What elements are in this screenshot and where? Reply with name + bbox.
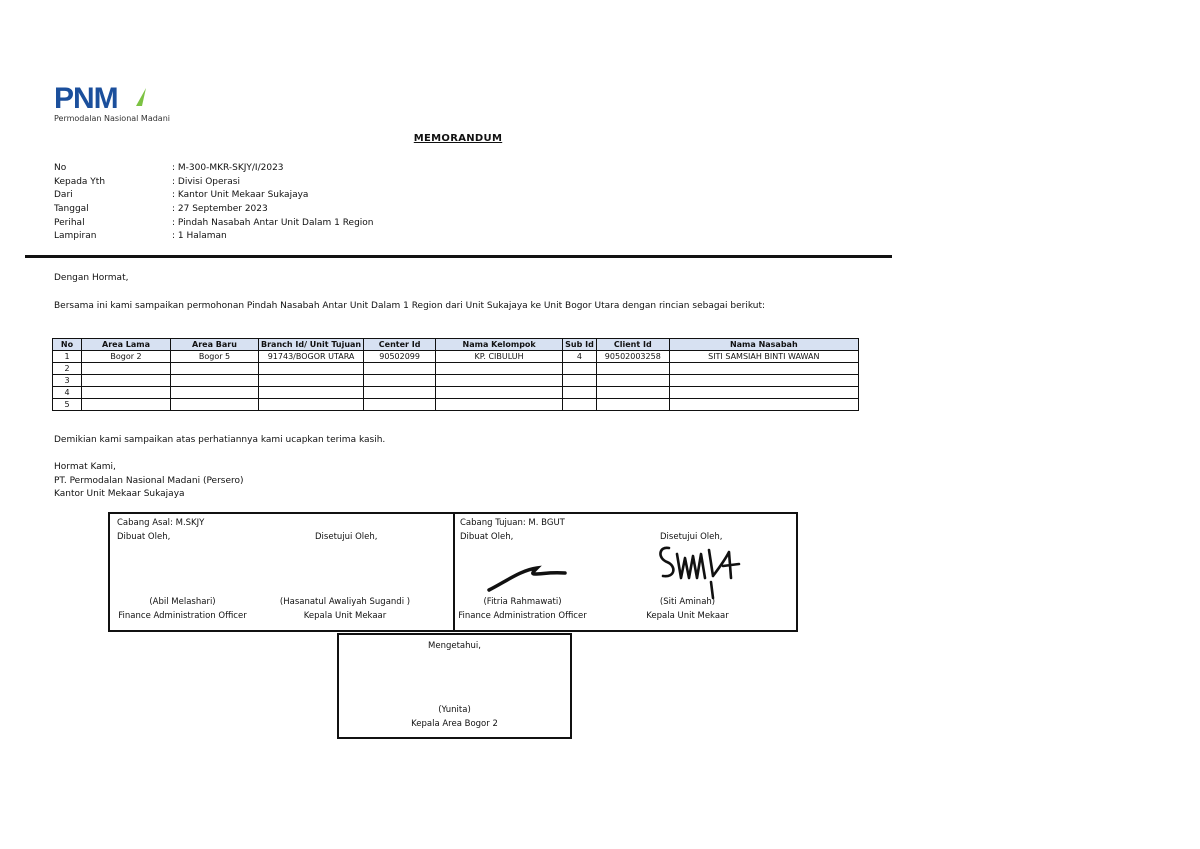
table-cell: [436, 387, 563, 399]
signature-box-destination: [453, 512, 798, 632]
table-cell: [596, 375, 669, 387]
table-row: [53, 387, 859, 399]
company-logo: [54, 82, 171, 124]
table-cell: [171, 399, 259, 411]
meta-value: : M-300-MKR-SKJY/I/2023: [172, 163, 284, 173]
table-cell: [364, 363, 436, 375]
table-cell: 2: [53, 363, 82, 375]
column-header: Center Id: [364, 339, 436, 351]
memo-meta: [54, 162, 374, 244]
column-header: Area Baru: [171, 339, 259, 351]
made-by-label: Dibuat Oleh,: [460, 532, 514, 542]
signature-fitria-icon: [485, 556, 575, 596]
meta-label: Kepada Yth: [54, 176, 106, 187]
column-header: Area Lama: [82, 339, 171, 351]
table-cell: [436, 399, 563, 411]
transfer-table: [52, 338, 859, 411]
intro-paragraph: Bersama ini kami sampaikan permohonan Pindah Nasabah Antar Unit Dalam 1 Region dari Unit Sukajaya ke Unit Bogor Utara dengan rincian sebagai berikut:: [54, 301, 766, 311]
table-cell: 91743/BOGOR UTARA: [259, 351, 364, 363]
leaf-icon: [134, 86, 148, 108]
table-cell: [171, 387, 259, 399]
table-cell: [669, 363, 858, 375]
meta-label: Perihal: [54, 217, 85, 228]
table-cell: [364, 399, 436, 411]
closing-paragraph: Demikian kami sampaikan atas perhatiannya kami ucapkan terima kasih.: [54, 435, 386, 445]
column-header: Nama Nasabah: [669, 339, 858, 351]
table-cell: [259, 363, 364, 375]
approver-name: (Siti Aminah): [659, 597, 716, 607]
meta-label: Tanggal: [54, 204, 89, 215]
table-cell: [563, 387, 597, 399]
table-cell: Bogor 5: [171, 351, 259, 363]
table-header-row: [53, 339, 859, 351]
table-cell: [259, 375, 364, 387]
meta-row-lampiran: [54, 230, 374, 244]
table-cell: [259, 399, 364, 411]
signature-siti-icon: [655, 538, 745, 600]
document-title: MEMORANDUM: [413, 133, 503, 144]
table-cell: [82, 375, 171, 387]
table-cell: [82, 387, 171, 399]
table-cell: 90502003258: [596, 351, 669, 363]
table-cell: [171, 375, 259, 387]
table-cell: 4: [563, 351, 597, 363]
column-header: Branch Id/ Unit Tujuan: [259, 339, 364, 351]
table-cell: [669, 387, 858, 399]
table-cell: 4: [53, 387, 82, 399]
table-cell: [171, 363, 259, 375]
table-cell: [596, 363, 669, 375]
approved-by-label: Disetujui Oleh,: [315, 532, 378, 542]
table-cell: [669, 399, 858, 411]
meta-value: : Kantor Unit Mekaar Sukajaya: [172, 190, 309, 201]
meta-row-tanggal: [54, 203, 374, 217]
table-cell: [436, 375, 563, 387]
column-header: Client Id: [596, 339, 669, 351]
approved-by-label: Disetujui Oleh,: [660, 532, 723, 542]
table-row: [53, 351, 859, 363]
meta-value: : 27 September 2023: [172, 204, 268, 215]
divider: [25, 255, 892, 258]
table-cell: [563, 399, 597, 411]
acknowledge-label: Mengetahui,: [428, 641, 481, 651]
logo-subtitle: Permodalan Nasional Madani: [54, 114, 171, 123]
greeting: Dengan Hormat,: [54, 273, 129, 283]
approver-role: Kepala Unit Mekaar: [303, 611, 387, 621]
meta-row-no: [54, 162, 374, 176]
table-cell: [596, 399, 669, 411]
table-cell: Bogor 2: [82, 351, 171, 363]
table-cell: SITI SAMSIAH BINTI WAWAN: [669, 351, 858, 363]
signer-name: (Fitria Rahmawati): [483, 597, 562, 607]
acknowledgement-box: [337, 633, 572, 739]
acknowledger-role: Kepala Area Bogor 2: [411, 719, 498, 729]
table-cell: [259, 387, 364, 399]
table-cell: 1: [53, 351, 82, 363]
table-cell: [436, 363, 563, 375]
logo-wordmark: PNM: [54, 82, 118, 115]
meta-label: Dari: [54, 190, 73, 201]
meta-label: No: [54, 163, 67, 173]
made-by-label: Dibuat Oleh,: [117, 532, 171, 542]
signer-role: Finance Administration Officer: [118, 611, 247, 621]
regards: Hormat Kami,: [54, 462, 116, 472]
office-name: Kantor Unit Mekaar Sukajaya: [54, 489, 185, 499]
table-row: [53, 375, 859, 387]
table-cell: [596, 387, 669, 399]
meta-value: : Divisi Operasi: [172, 176, 240, 187]
table-cell: 3: [53, 375, 82, 387]
table-row: [53, 363, 859, 375]
column-header: No: [53, 339, 82, 351]
meta-value: : 1 Halaman: [172, 231, 227, 242]
table-cell: [82, 399, 171, 411]
table-cell: KP. CIBULUH: [436, 351, 563, 363]
table-cell: 90502099: [364, 351, 436, 363]
approver-role: Kepala Unit Mekaar: [646, 611, 729, 621]
column-header: Sub Id: [563, 339, 597, 351]
company-name: PT. Permodalan Nasional Madani (Persero): [54, 476, 244, 486]
signer-role: Finance Administration Officer: [458, 611, 587, 621]
meta-value: : Pindah Nasabah Antar Unit Dalam 1 Region: [172, 217, 374, 228]
table-row: [53, 399, 859, 411]
column-header: Nama Kelompok: [436, 339, 563, 351]
meta-row-kepada: [54, 176, 374, 190]
meta-label: Lampiran: [54, 231, 97, 242]
table-cell: [563, 375, 597, 387]
table-cell: [364, 387, 436, 399]
acknowledger-name: (Yunita): [438, 705, 471, 715]
table-cell: [82, 363, 171, 375]
signer-name: (Abil Melashari): [149, 597, 216, 607]
approver-name: (Hasanatul Awaliyah Sugandi ): [279, 597, 411, 607]
meta-row-perihal: [54, 217, 374, 231]
table-cell: [364, 375, 436, 387]
table-cell: [669, 375, 858, 387]
branch-label: Cabang Asal: M.SKJY: [117, 518, 205, 528]
table-cell: 5: [53, 399, 82, 411]
signature-box-origin: [108, 512, 455, 632]
branch-label: Cabang Tujuan: M. BGUT: [460, 518, 565, 528]
table-cell: [563, 363, 597, 375]
meta-row-dari: [54, 189, 374, 203]
